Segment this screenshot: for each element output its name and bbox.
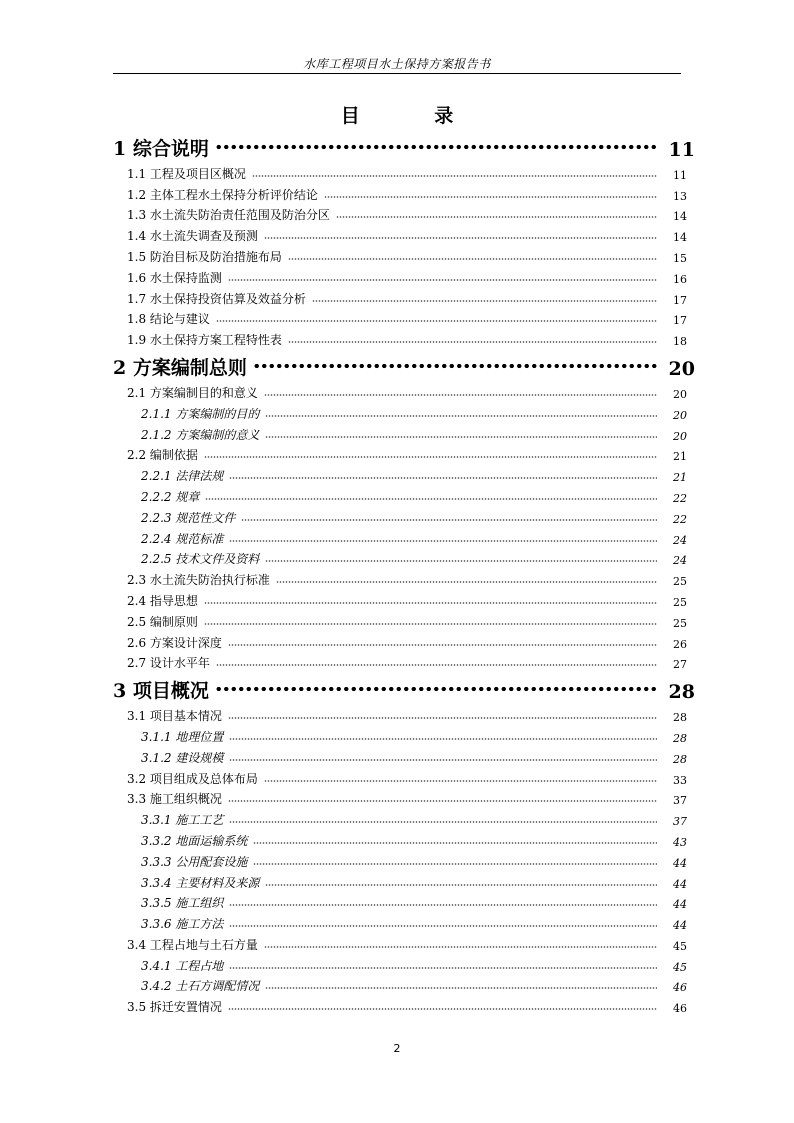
toc-dot-leader	[229, 759, 657, 761]
toc-entry-label: 3.3.3 公用配套设施	[141, 854, 248, 869]
toc-dot-leader	[324, 196, 657, 198]
toc-dot-leader	[264, 780, 657, 782]
toc-entry-label: 1.3 水土流失防治责任范围及防治分区	[127, 208, 330, 223]
toc-entry-label: 2.3 水土流失防治执行标准	[127, 573, 270, 588]
toc-entry-label: 2.2.3 规范性文件	[141, 510, 236, 525]
toc-section-entry[interactable]	[113, 286, 695, 307]
toc-section-entry[interactable]	[113, 787, 695, 808]
toc-subsection-entry[interactable]	[113, 891, 695, 912]
toc-entry-page: 37	[673, 815, 687, 829]
toc-entry-page: 24	[673, 533, 687, 547]
toc-entry-page: 14	[673, 210, 687, 224]
toc-dot-leader	[265, 415, 657, 417]
toc-subsection-entry[interactable]	[113, 974, 695, 995]
toc-entry-label: 3.3.4 主要材料及来源	[141, 875, 260, 890]
toc-entry-page: 25	[673, 575, 687, 589]
toc-entry-label: 1.4 水土流失调查及预测	[127, 229, 258, 244]
toc-dot-leader	[265, 987, 657, 989]
toc-entry-label: 2.2.4 规范标准	[141, 531, 224, 546]
toc-dot-leader	[288, 341, 657, 343]
toc-entry-label: 3.3.5 施工组织	[141, 896, 224, 911]
toc-subsection-entry[interactable]	[113, 505, 695, 526]
toc-dot-leader	[229, 477, 657, 479]
toc-entry-label: 1.7 水土保持投资估算及效益分析	[127, 291, 306, 306]
toc-section-entry[interactable]	[113, 244, 695, 265]
toc-entry-page: 28	[668, 681, 695, 704]
toc-entry-label: 3.2 项目组成及总体布局	[127, 771, 258, 786]
toc-entry-page: 28	[673, 752, 687, 766]
toc-subsection-entry[interactable]	[113, 401, 695, 422]
toc-entry-page: 20	[668, 358, 695, 381]
toc-dot-leader	[215, 143, 659, 151]
toc-dot-leader	[336, 216, 657, 218]
toc-entry-page: 11	[668, 139, 695, 161]
toc-subsection-entry[interactable]	[113, 911, 695, 932]
toc-entry-label: 3.1 项目基本情况	[127, 709, 222, 724]
toc-entry-page: 22	[673, 512, 687, 526]
toc-entry-page: 28	[673, 731, 687, 745]
toc-entry-label: 3.4.1 工程占地	[141, 958, 224, 973]
toc-subsection-entry[interactable]	[113, 807, 695, 828]
toc-entry-label: 1.5 防治目标及防治措施布局	[127, 249, 282, 264]
toc-subsection-entry[interactable]	[113, 463, 695, 484]
toc-subsection-entry[interactable]	[113, 484, 695, 505]
toc-section-entry[interactable]	[113, 703, 695, 724]
toc-dot-leader	[312, 300, 657, 302]
toc-dot-leader	[205, 498, 657, 500]
toc-entry-label: 2.1.1 方案编制的目的	[141, 406, 260, 421]
toc-entry-page: 20	[673, 408, 687, 422]
toc-dot-leader	[253, 863, 657, 865]
toc-dot-leader	[228, 644, 657, 646]
toc-dot-leader	[264, 946, 657, 948]
toc-section-entry[interactable]	[113, 380, 695, 401]
toc-section-entry[interactable]	[113, 766, 695, 787]
toc-entry-page: 45	[673, 960, 687, 974]
toc-entry-label: 2 方案编制总则	[113, 357, 247, 380]
toc-entry-page: 46	[673, 981, 687, 995]
toc-chapter-entry[interactable]	[113, 671, 695, 703]
toc-entry-page: 44	[673, 898, 687, 912]
toc-entry-label: 2.6 方案设计深度	[127, 635, 222, 650]
toc-section-entry[interactable]	[113, 443, 695, 464]
toc-subsection-entry[interactable]	[113, 828, 695, 849]
toc-entry-label: 2.2.2 规章	[141, 489, 200, 504]
toc-dot-leader	[229, 904, 657, 906]
toc-subsection-entry[interactable]	[113, 849, 695, 870]
toc-section-entry[interactable]	[113, 994, 695, 1015]
toc-entry-page: 43	[673, 835, 687, 849]
toc-dot-leader	[228, 279, 657, 281]
toc-entry-label: 2.7 设计水平年	[127, 656, 210, 671]
toc-entry-label: 2.5 编制原则	[127, 614, 198, 629]
toc-entry-label: 1 综合说明	[113, 138, 209, 160]
toc-entry-page: 45	[673, 939, 687, 953]
toc-subsection-entry[interactable]	[113, 745, 695, 766]
toc-dot-leader	[229, 821, 657, 823]
toc-subsection-entry[interactable]	[113, 870, 695, 891]
toc-entry-page: 44	[673, 877, 687, 891]
toc-entry-label: 2.2.5 技术文件及资料	[141, 552, 260, 567]
toc-entry-page: 44	[673, 919, 687, 933]
toc-entry-label: 1.2 主体工程水土保持分析评价结论	[127, 187, 318, 202]
toc-entry-label: 3.1.2 建设规模	[141, 750, 224, 765]
toc-section-entry[interactable]	[113, 182, 695, 203]
toc-entry-page: 25	[673, 616, 687, 630]
toc-dot-leader	[253, 842, 657, 844]
running-header: 水库工程项目水土保持方案报告书	[303, 57, 491, 71]
toc-dot-leader	[216, 664, 657, 666]
toc-entry-page: 18	[673, 335, 687, 349]
toc-entry-page: 44	[673, 856, 687, 870]
toc-entry-label: 3.4 工程占地与土石方量	[127, 937, 258, 952]
toc-dot-leader	[276, 581, 657, 583]
toc-entry-label: 2.2 编制依据	[127, 448, 198, 463]
toc-section-entry[interactable]	[113, 203, 695, 224]
toc-entry-page: 28	[673, 711, 687, 725]
toc-dot-leader	[252, 175, 657, 177]
toc-section-entry[interactable]	[113, 327, 695, 348]
toc-section-entry[interactable]	[113, 223, 695, 244]
toc-entry-label: 1.6 水土保持监测	[127, 270, 222, 285]
toc-dot-leader	[229, 925, 657, 927]
toc-entry-page: 17	[673, 314, 687, 328]
toc-entry-label: 3.3 施工组织概况	[127, 792, 222, 807]
toc-entry-label: 2.2.1 法律法规	[141, 469, 224, 484]
toc-subsection-entry[interactable]	[113, 953, 695, 974]
toc-dot-leader	[264, 237, 657, 239]
toc-entry-page: 15	[673, 251, 687, 265]
toc-entry-page: 20	[673, 429, 687, 443]
toc-subsection-entry[interactable]	[113, 526, 695, 547]
toc-subsection-entry[interactable]	[113, 422, 695, 443]
toc-subsection-entry[interactable]	[113, 547, 695, 568]
toc-dot-leader	[253, 362, 659, 370]
toc-entry-page: 17	[673, 293, 687, 307]
toc-dot-leader	[265, 884, 657, 886]
toc-entry-page: 24	[673, 554, 687, 568]
toc-dot-leader	[228, 800, 657, 802]
toc-dot-leader	[216, 320, 657, 322]
toc-entry-page: 33	[673, 773, 687, 787]
toc-entry-page: 16	[673, 272, 687, 286]
toc-entry-label: 2.4 指导思想	[127, 593, 198, 608]
toc-entry-label: 3.5 拆迁安置情况	[127, 1000, 222, 1015]
toc-chapter-entry[interactable]	[113, 348, 695, 380]
toc-entry-label: 3.3.2 地面运输系统	[141, 833, 248, 848]
toc-subsection-entry[interactable]	[113, 724, 695, 745]
toc-dot-leader	[265, 560, 657, 562]
toc-entry-page: 21	[673, 471, 687, 485]
toc-entry-page: 21	[673, 450, 687, 464]
toc-dot-leader	[264, 394, 657, 396]
toc-entry-label: 2.1.2 方案编制的意义	[141, 427, 260, 442]
toc-entry-page: 20	[673, 387, 687, 401]
toc-chapter-entry[interactable]	[113, 129, 695, 161]
page-number: 2	[393, 1042, 401, 1055]
toc-dot-leader	[241, 519, 657, 521]
table-of-contents	[113, 129, 695, 1015]
toc-section-entry[interactable]	[113, 932, 695, 953]
toc-dot-leader	[229, 967, 657, 969]
toc-entry-page: 13	[673, 189, 687, 203]
toc-dot-leader	[229, 738, 657, 740]
toc-section-entry[interactable]	[113, 265, 695, 286]
toc-entry-page: 37	[673, 794, 687, 808]
toc-entry-label: 3.1.1 地理位置	[141, 729, 224, 744]
toc-dot-leader	[265, 436, 657, 438]
toc-section-entry[interactable]	[113, 161, 695, 182]
toc-dot-leader	[204, 456, 657, 458]
toc-entry-label: 3.4.2 土石方调配情况	[141, 979, 260, 994]
toc-section-entry[interactable]	[113, 588, 695, 609]
toc-entry-label: 3.3.1 施工工艺	[141, 813, 224, 828]
toc-dot-leader	[288, 258, 657, 260]
toc-dot-leader	[228, 717, 657, 719]
toc-dot-leader	[204, 623, 657, 625]
toc-dot-leader	[215, 685, 659, 693]
toc-entry-label: 1.1 工程及项目区概况	[127, 166, 246, 181]
toc-dot-leader	[229, 540, 657, 542]
toc-entry-label: 3 项目概况	[113, 680, 209, 703]
toc-entry-label: 2.1 方案编制目的和意义	[127, 385, 258, 400]
toc-section-entry[interactable]	[113, 307, 695, 328]
toc-title: 目 录	[340, 105, 488, 127]
toc-entry-page: 25	[673, 595, 687, 609]
toc-entry-label: 3.3.6 施工方法	[141, 917, 224, 932]
toc-dot-leader	[228, 1008, 657, 1010]
toc-entry-page: 14	[673, 231, 687, 245]
toc-entry-page: 26	[673, 637, 687, 651]
toc-entry-page: 27	[673, 658, 687, 672]
toc-entry-page: 46	[673, 1002, 687, 1016]
toc-section-entry[interactable]	[113, 567, 695, 588]
toc-entry-page: 11	[673, 168, 687, 182]
header-rule	[113, 73, 681, 74]
toc-entry-label: 1.9 水土保持方案工程特性表	[127, 333, 282, 348]
toc-entry-page: 22	[673, 491, 687, 505]
toc-dot-leader	[204, 602, 657, 604]
toc-entry-label: 1.8 结论与建议	[127, 312, 210, 327]
toc-section-entry[interactable]	[113, 630, 695, 651]
toc-section-entry[interactable]	[113, 651, 695, 672]
toc-section-entry[interactable]	[113, 609, 695, 630]
